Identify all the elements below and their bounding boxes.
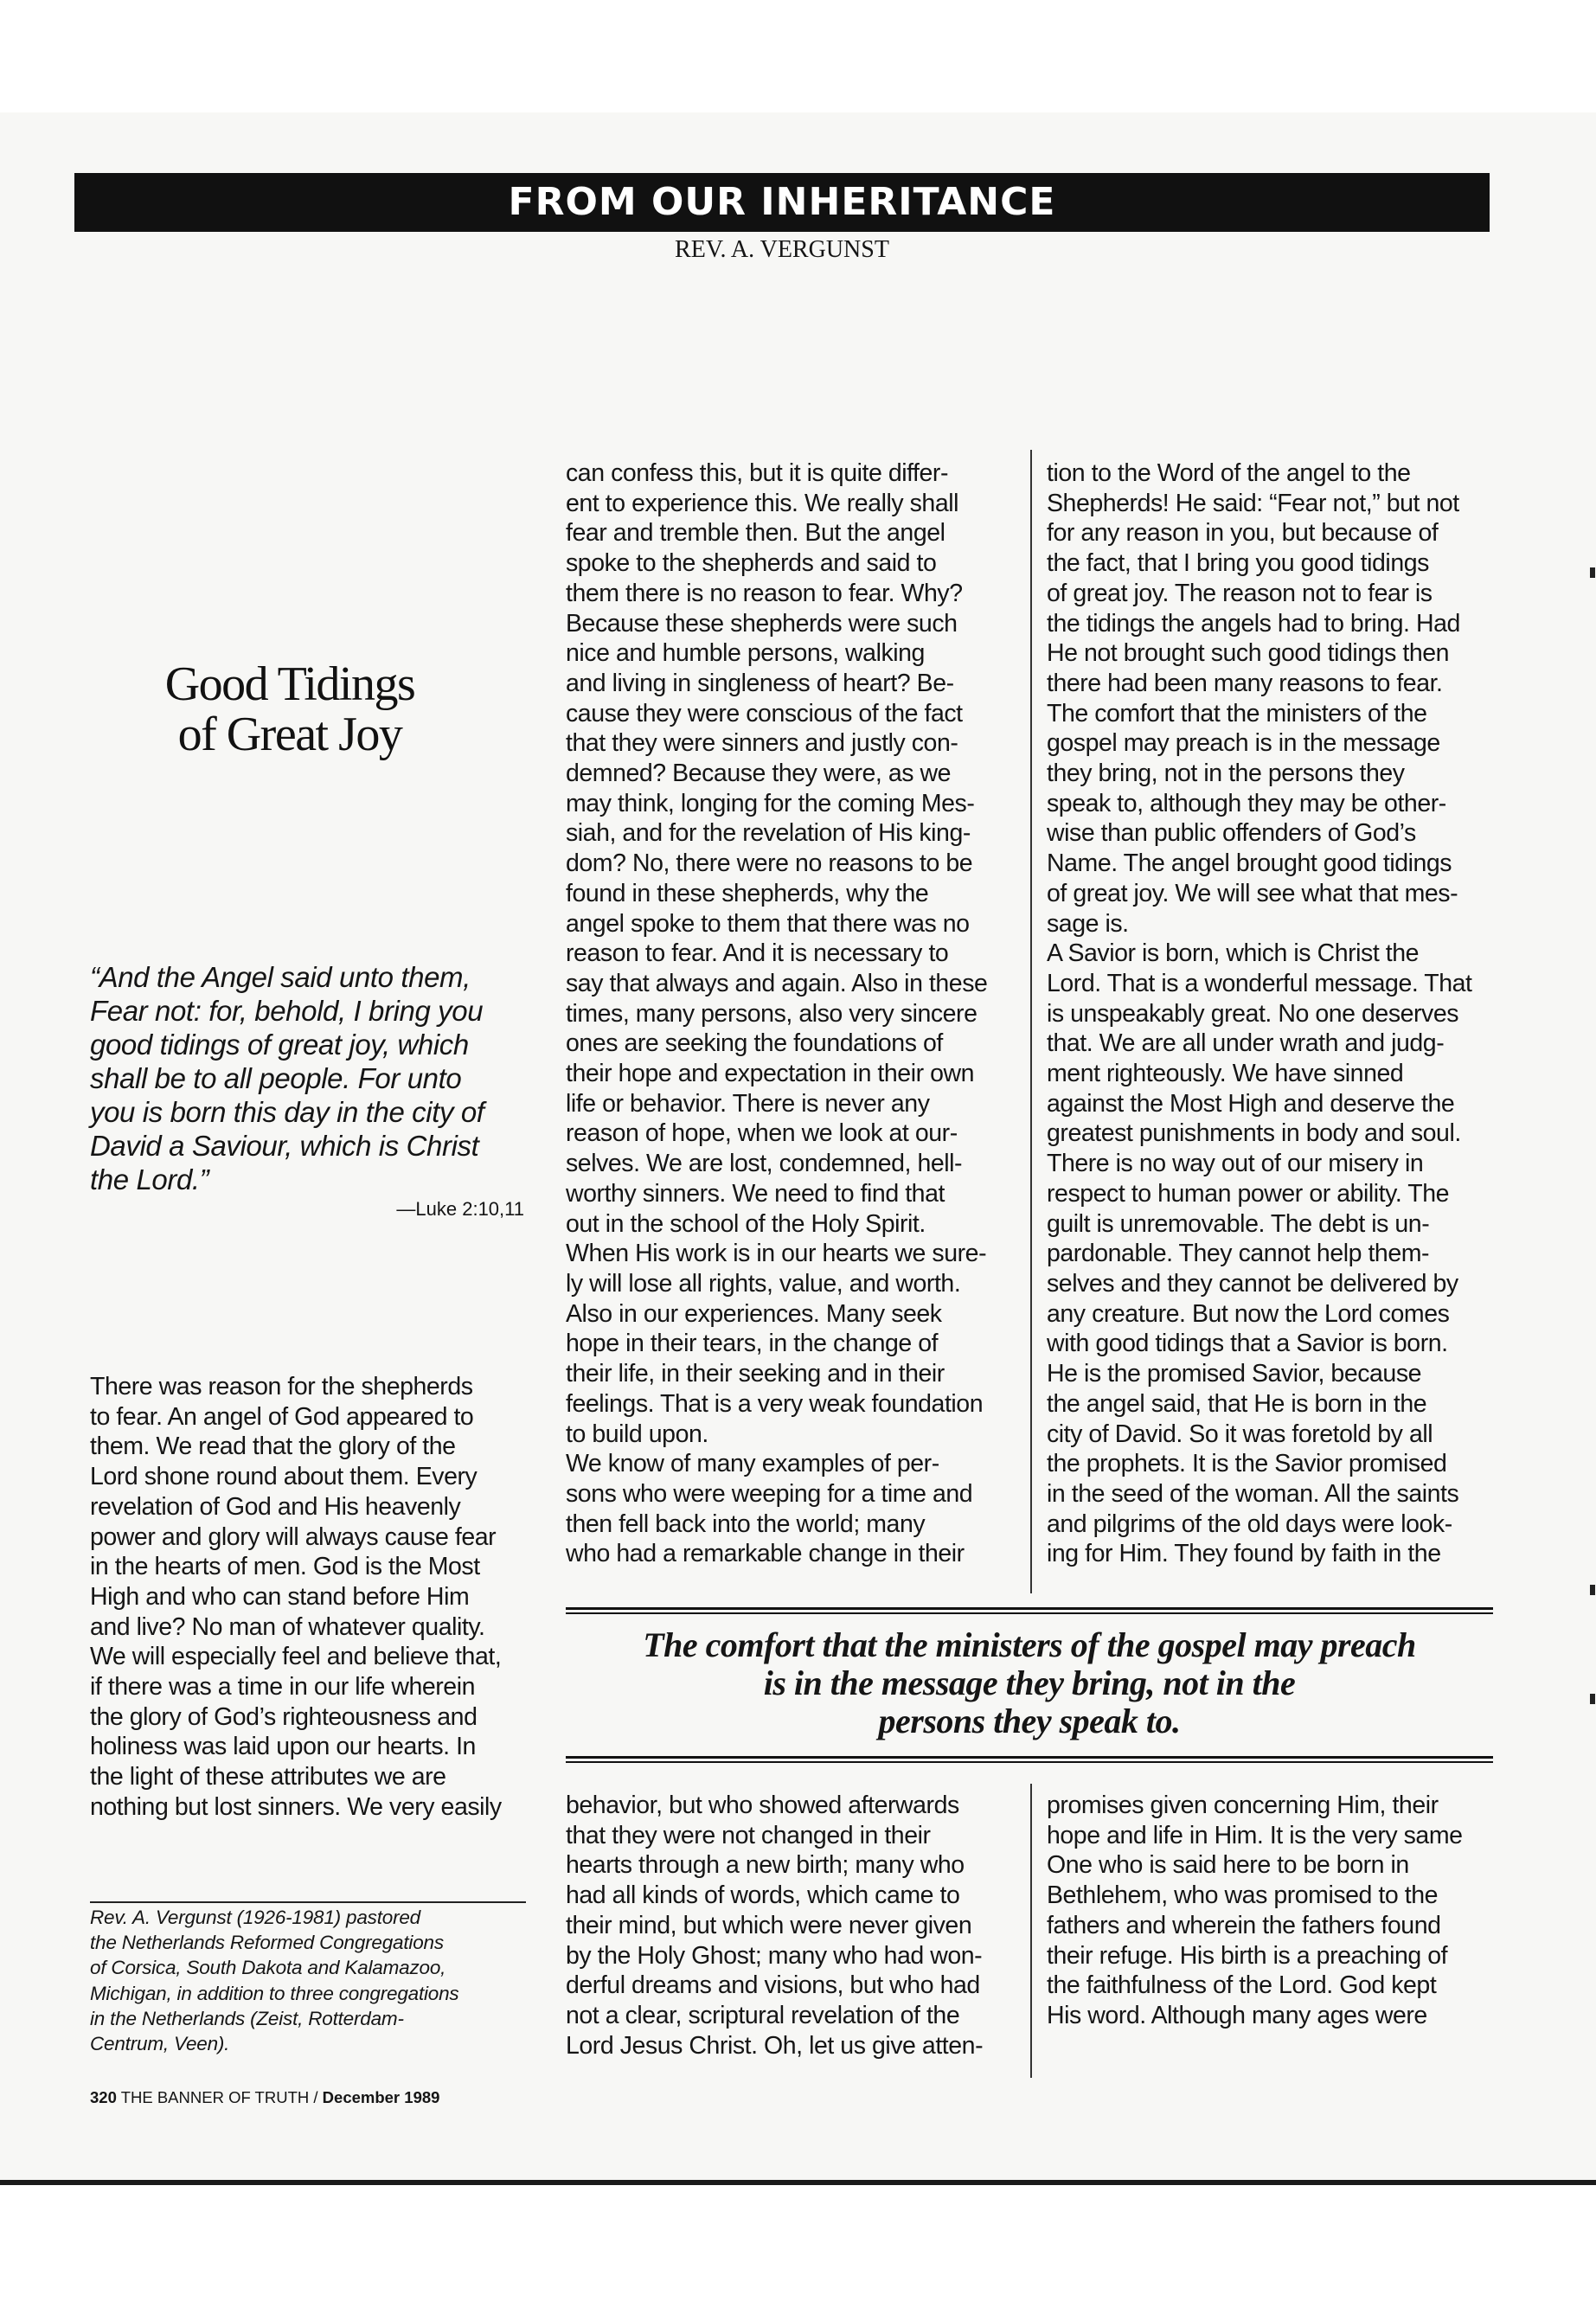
text-line: Lord Jesus Christ. Oh, let us give atten- (566, 2031, 984, 2060)
text-line: for any reason in you, but because of (1047, 519, 1439, 548)
text-line: gospel may preach is in the message (1047, 729, 1440, 758)
text-line: He not brought such good tidings then (1047, 639, 1450, 668)
issue-date: December 1989 (322, 2088, 440, 2106)
text-line: power and glory will always cause fear (90, 1522, 497, 1551)
text-line: His word. Although many ages were (1047, 2001, 1427, 2029)
page-bottom-margin (0, 2185, 1596, 2301)
text-line: them. We read that the glory of the (90, 1433, 456, 1461)
text-line: speak to, although they may be other- (1047, 789, 1446, 817)
text-line: worthy sinners. We need to find that (566, 1179, 945, 1208)
text-line: sons who were weeping for a time and (566, 1479, 973, 1508)
text-line: ly will lose all rights, value, and worth. (566, 1269, 961, 1298)
text-line: to fear. An angel of God appeared to (90, 1402, 474, 1431)
text-line: ing for Him. They found by faith in the (1047, 1540, 1441, 1568)
text-line: Fear not: for, behold, I bring you (90, 995, 484, 1027)
text-line: pardonable. They cannot help them- (1047, 1240, 1430, 1268)
text-line: reason of hope, when we look at our- (566, 1119, 958, 1148)
scripture-quote (90, 960, 522, 1196)
text-line: and live? No man of whatever quality. (90, 1612, 485, 1641)
text-line: The comfort that the ministers of the gospel may preach (643, 1625, 1416, 1664)
text-line: can confess this, but it is quite differ- (566, 459, 949, 487)
body-column-2-bottom (566, 1791, 1009, 2061)
text-line: hearts through a new birth; many who (566, 1851, 965, 1880)
column-divider-bottom (1030, 1784, 1032, 2078)
text-line: Bethlehem, who was promised to the (1047, 1881, 1439, 1910)
text-line: by the Holy Ghost; many who had won- (566, 1941, 983, 1970)
text-line: that. We are all under wrath and judg- (1047, 1029, 1445, 1058)
scripture-reference: —Luke 2:10,11 (396, 1198, 524, 1220)
text-line: the glory of God’s righteousness and (90, 1702, 478, 1731)
text-line: David a Saviour, which is Christ (90, 1130, 479, 1162)
article-title-line: of Great Joy (177, 708, 402, 761)
text-line: wise than public offenders of God’s (1047, 819, 1416, 848)
text-line: One who is said here to be born in (1047, 1851, 1409, 1880)
text-line: and pilgrims of the old days were look- (1047, 1509, 1452, 1538)
text-line: There was reason for the shepherds (90, 1373, 473, 1400)
section-banner: FROM OUR INHERITANCE (74, 173, 1490, 232)
scan-mark (1590, 1585, 1595, 1595)
text-line: greatest punishments in body and soul. (1047, 1119, 1461, 1148)
text-line: ent to experience this. We really shall (566, 489, 958, 517)
text-line: demned? Because they were, as we (566, 760, 952, 788)
text-line: respect to human power or ability. The (1047, 1179, 1450, 1208)
text-line: any creature. But now the Lord comes (1047, 1299, 1450, 1328)
text-line: fear and tremble then. But the angel (566, 519, 945, 548)
text-line: city of David. So it was foretold by all (1047, 1420, 1433, 1448)
text-line: When His work is in our hearts we sure- (566, 1240, 987, 1268)
text-line: Shepherds! He said: “Fear not,” but not (1047, 489, 1459, 517)
publication-name: THE BANNER OF TRUTH / (120, 2088, 318, 2106)
text-line: revelation of God and His heavenly (90, 1492, 461, 1521)
text-line: if there was a time in our life wherein (90, 1673, 475, 1702)
text-line: their hope and expectation in their own (566, 1060, 975, 1088)
text-line: there had been many reasons to fear. (1047, 669, 1443, 697)
text-line: Rev. A. Vergunst (1926-1981) pastored (90, 1907, 420, 1928)
text-line: with good tidings that a Savior is born. (1047, 1330, 1448, 1358)
text-line: the angel said, that He is born in the (1047, 1389, 1427, 1418)
text-line: derful dreams and visions, but who had (566, 1971, 980, 2000)
text-line: angel spoke to them that there was no (566, 909, 970, 938)
text-line: and living in singleness of heart? Be- (566, 669, 954, 697)
text-line: Also in our experiences. Many seek (566, 1299, 942, 1328)
text-line: feelings. That is a very weak foundation (566, 1389, 984, 1418)
text-line: the fact, that I bring you good tidings (1047, 549, 1429, 578)
text-line: persons they speak to. (878, 1702, 1181, 1740)
text-line: High and who can stand before Him (90, 1582, 470, 1611)
text-line: life or behavior. There is never any (566, 1089, 930, 1118)
author-bio (90, 1905, 531, 2056)
text-line: the tidings the angels had to bring. Had (1047, 609, 1460, 638)
text-line: selves and they cannot be delivered by (1047, 1269, 1458, 1298)
body-column-3-top (1047, 458, 1488, 1569)
text-line: A Savior is born, which is Christ the (1047, 939, 1420, 968)
text-line: their life, in their seeking and in their (566, 1360, 945, 1388)
text-line: they bring, not in the persons they (1047, 760, 1405, 788)
text-line: found in these shepherds, why the (566, 879, 929, 907)
pull-quote-rule-top (566, 1607, 1493, 1614)
text-line: times, many persons, also very sincere (566, 999, 977, 1028)
text-line: ones are seeking the foundations of (566, 1029, 943, 1058)
text-line: their refuge. His birth is a preaching of (1047, 1941, 1448, 1970)
text-line: sage is. (1047, 909, 1129, 938)
page-footer (90, 2087, 439, 2108)
text-line: their mind, but which were never given (566, 1911, 972, 1939)
text-line: of great joy. We will see what that mes- (1047, 879, 1458, 907)
text-line: We know of many examples of per- (566, 1450, 939, 1478)
text-line: The comfort that the ministers of the (1047, 699, 1427, 727)
text-line: to build upon. (566, 1420, 708, 1448)
scan-mark (1590, 1694, 1595, 1704)
text-line: nice and humble persons, walking (566, 639, 925, 668)
text-line: He is the promised Savior, because (1047, 1360, 1422, 1388)
text-line: the prophets. It is the Savior promised (1047, 1450, 1447, 1478)
text-line: the light of these attributes we are (90, 1763, 446, 1791)
text-line: the Lord.” (90, 1163, 209, 1195)
text-line: shall be to all people. For unto (90, 1062, 462, 1094)
text-line: “And the Angel said unto them, (90, 961, 471, 993)
page-number: 320 (90, 2088, 117, 2106)
text-line: of great joy. The reason not to fear is (1047, 579, 1433, 607)
text-line: may think, longing for the coming Mes- (566, 789, 975, 817)
text-line: selves. We are lost, condemned, hell- (566, 1150, 963, 1178)
body-column-1 (90, 1372, 531, 1823)
text-line: nothing but lost sinners. We very easily (90, 1792, 502, 1821)
scan-mark (1590, 567, 1595, 578)
text-line: the Netherlands Reformed Congregations (90, 1932, 444, 1954)
text-line: in the Netherlands (Zeist, Rotterdam- (90, 2007, 404, 2029)
text-line: the faithfulness of the Lord. God kept (1047, 1971, 1437, 2000)
text-line: out in the school of the Holy Spirit. (566, 1209, 926, 1238)
text-line: cause they were conscious of the fact (566, 699, 963, 727)
text-line: Lord shone round about them. Every (90, 1463, 478, 1491)
text-line: them there is no reason to fear. Why? (566, 579, 963, 607)
pull-quote-rule-bottom (566, 1756, 1493, 1763)
pull-quote (571, 1626, 1488, 1740)
column-divider-top (1030, 450, 1032, 1593)
text-line: Name. The angel brought good tidings (1047, 849, 1452, 878)
text-line: spoke to the shepherds and said to (566, 549, 937, 578)
text-line: There is no way out of our misery in (1047, 1150, 1424, 1178)
text-line: then fell back into the world; many (566, 1509, 926, 1538)
text-line: that they were not changed in their (566, 1821, 931, 1849)
body-column-2-top (566, 458, 1009, 1569)
text-line: guilt is unremovable. The debt is un- (1047, 1209, 1430, 1238)
text-line: you is born this day in the city of (90, 1096, 484, 1128)
text-line: We will especially feel and believe that, (90, 1643, 502, 1671)
text-line: Lord. That is a wonderful message. That (1047, 969, 1472, 997)
page-top-margin (0, 0, 1596, 112)
text-line: ment righteously. We have sinned (1047, 1060, 1404, 1088)
text-line: good tidings of great joy, which (90, 1029, 469, 1061)
text-line: who had a remarkable change in their (566, 1540, 965, 1568)
article-title (104, 659, 476, 760)
text-line: that they were sinners and justly con- (566, 729, 958, 758)
bio-divider (90, 1901, 526, 1903)
text-line: hope and life in Him. It is the very same (1047, 1821, 1463, 1849)
text-line: is in the message they bring, not in the (763, 1663, 1296, 1702)
text-line: Michigan, in addition to three congregations (90, 1982, 459, 2004)
text-line: is unspeakably great. No one deserves (1047, 999, 1459, 1028)
text-line: had all kinds of words, which came to (566, 1881, 960, 1910)
text-line: of Corsica, South Dakota and Kalamazoo, (90, 1957, 446, 1979)
text-line: Because these shepherds were such (566, 609, 958, 638)
text-line: fathers and wherein the fathers found (1047, 1911, 1441, 1939)
text-line: behavior, but who showed afterwards (566, 1791, 959, 1819)
text-line: not a clear, scriptural revelation of the (566, 2001, 960, 2029)
text-line: holiness was laid upon our hearts. In (90, 1733, 476, 1761)
text-line: reason to fear. And it is necessary to (566, 939, 949, 968)
text-line: in the hearts of men. God is the Most (90, 1553, 480, 1581)
body-column-3-bottom (1047, 1791, 1488, 2031)
text-line: Centrum, Veen). (90, 2033, 230, 2055)
text-line: siah, and for the revelation of His king- (566, 819, 971, 848)
text-line: against the Most High and deserve the (1047, 1089, 1455, 1118)
text-line: tion to the Word of the angel to the (1047, 459, 1411, 487)
article-title-line: Good Tidings (164, 657, 415, 711)
text-line: hope in their tears, in the change of (566, 1330, 939, 1358)
text-line: dom? No, there were no reasons to be (566, 849, 973, 878)
text-line: in the seed of the woman. All the saints (1047, 1479, 1459, 1508)
author-byline: REV. A. VERGUNST (675, 236, 889, 263)
text-line: say that always and again. Also in these (566, 969, 988, 997)
text-line: promises given concerning Him, their (1047, 1791, 1439, 1819)
